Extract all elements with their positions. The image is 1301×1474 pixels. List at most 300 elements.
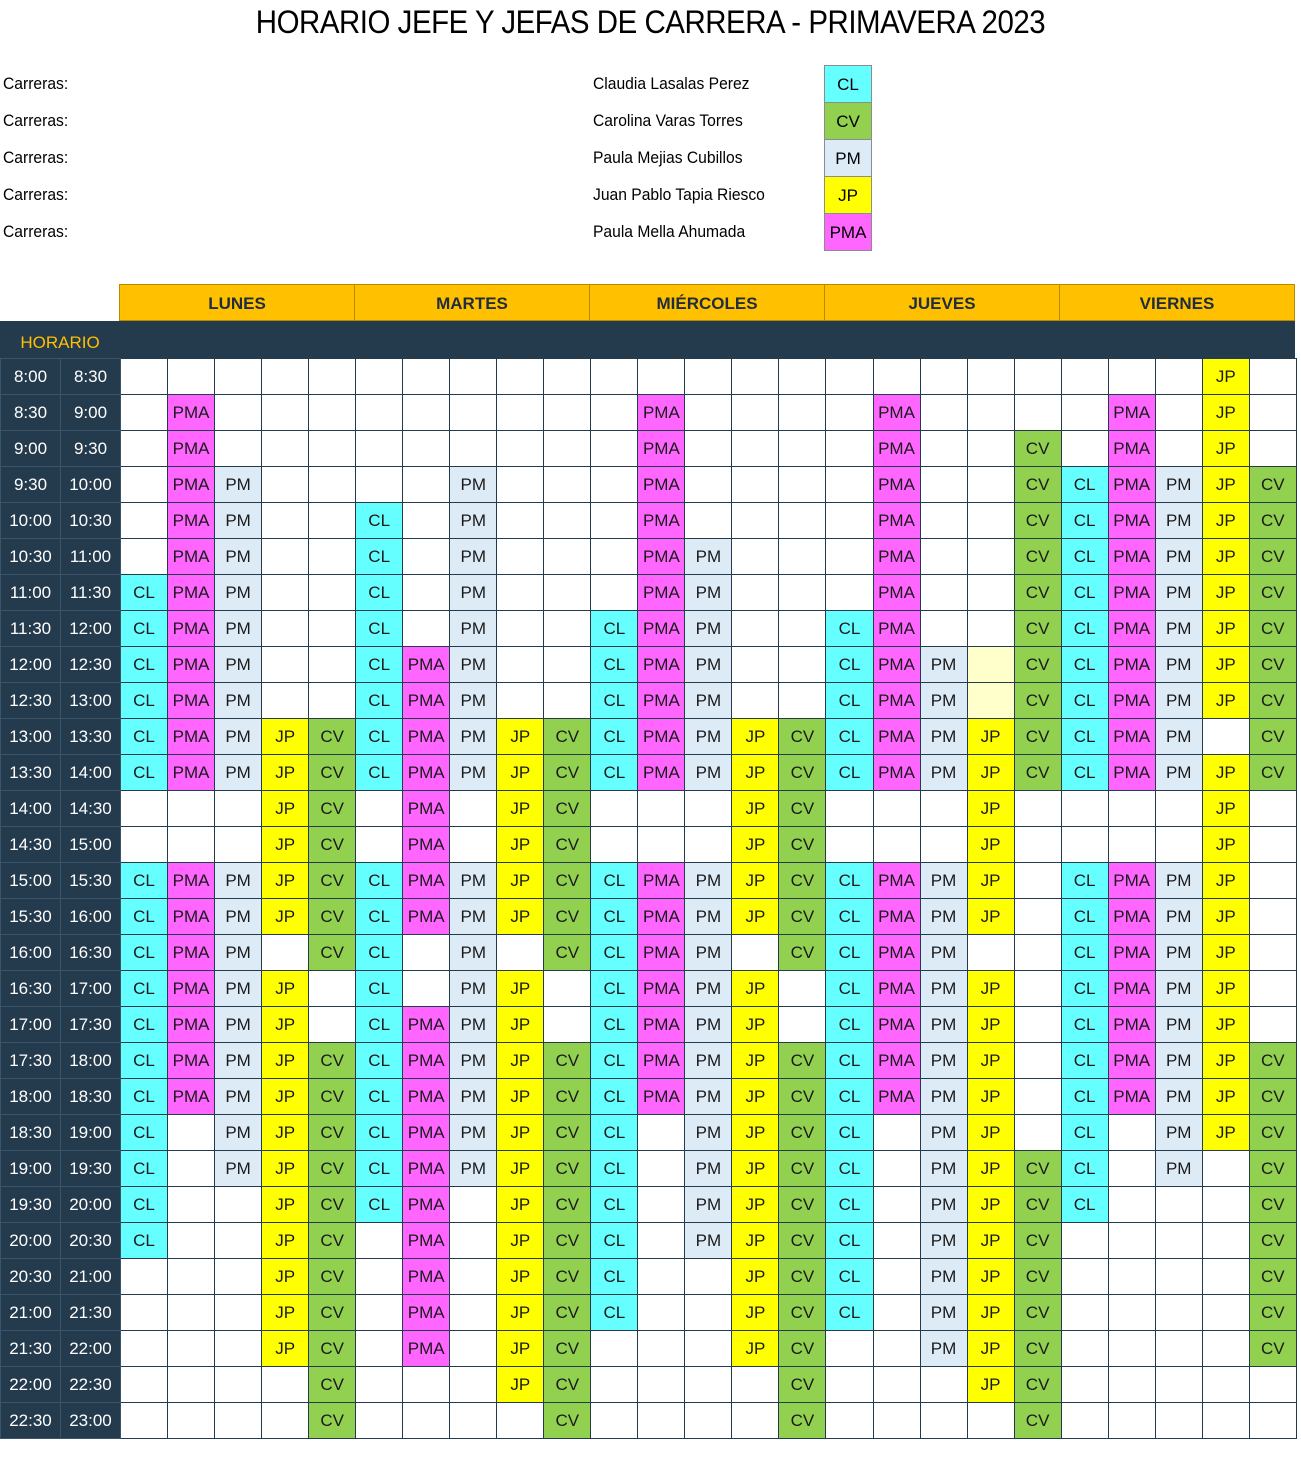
schedule-cell[interactable]: PMA bbox=[873, 755, 920, 791]
schedule-cell[interactable]: CV bbox=[309, 1259, 356, 1295]
schedule-cell[interactable] bbox=[356, 431, 403, 467]
schedule-cell[interactable]: CV bbox=[544, 1079, 591, 1115]
schedule-cell[interactable]: PM bbox=[1155, 755, 1202, 791]
schedule-cell[interactable]: JP bbox=[262, 1115, 309, 1151]
schedule-cell[interactable] bbox=[732, 575, 779, 611]
schedule-cell[interactable] bbox=[920, 395, 967, 431]
schedule-cell[interactable] bbox=[685, 467, 732, 503]
schedule-cell[interactable] bbox=[873, 1331, 920, 1367]
schedule-cell[interactable]: PM bbox=[1155, 1151, 1202, 1187]
schedule-cell[interactable]: CV bbox=[309, 1115, 356, 1151]
schedule-cell[interactable]: CV bbox=[309, 1367, 356, 1403]
schedule-cell[interactable] bbox=[1202, 1331, 1249, 1367]
schedule-cell[interactable]: CL bbox=[1061, 719, 1108, 755]
schedule-cell[interactable]: JP bbox=[1202, 1079, 1249, 1115]
schedule-cell[interactable] bbox=[262, 1367, 309, 1403]
schedule-cell[interactable]: CV bbox=[1014, 539, 1061, 575]
schedule-cell[interactable] bbox=[121, 395, 168, 431]
schedule-cell[interactable]: PM bbox=[450, 971, 497, 1007]
schedule-cell[interactable]: PMA bbox=[638, 1043, 685, 1079]
schedule-cell[interactable]: CV bbox=[1014, 611, 1061, 647]
schedule-cell[interactable] bbox=[826, 395, 873, 431]
schedule-cell[interactable]: CL bbox=[121, 1115, 168, 1151]
schedule-cell[interactable] bbox=[873, 1115, 920, 1151]
schedule-cell[interactable]: CV bbox=[779, 1115, 826, 1151]
schedule-cell[interactable]: JP bbox=[967, 899, 1014, 935]
schedule-cell[interactable] bbox=[544, 431, 591, 467]
schedule-cell[interactable]: JP bbox=[1202, 863, 1249, 899]
schedule-cell[interactable] bbox=[121, 503, 168, 539]
schedule-cell[interactable] bbox=[262, 611, 309, 647]
schedule-cell[interactable]: CV bbox=[1249, 575, 1296, 611]
schedule-cell[interactable] bbox=[1108, 827, 1155, 863]
schedule-cell[interactable] bbox=[356, 359, 403, 395]
schedule-cell[interactable] bbox=[1061, 395, 1108, 431]
schedule-cell[interactable]: CV bbox=[1014, 1403, 1061, 1439]
schedule-cell[interactable] bbox=[1108, 1331, 1155, 1367]
schedule-cell[interactable] bbox=[1014, 863, 1061, 899]
schedule-cell[interactable]: CV bbox=[1014, 1331, 1061, 1367]
schedule-cell[interactable]: CL bbox=[121, 575, 168, 611]
schedule-cell[interactable] bbox=[309, 647, 356, 683]
schedule-cell[interactable]: PMA bbox=[873, 971, 920, 1007]
schedule-cell[interactable] bbox=[450, 1331, 497, 1367]
schedule-cell[interactable] bbox=[403, 431, 450, 467]
schedule-cell[interactable] bbox=[1249, 1403, 1296, 1439]
schedule-cell[interactable] bbox=[450, 1223, 497, 1259]
schedule-cell[interactable]: CL bbox=[121, 755, 168, 791]
schedule-cell[interactable]: PM bbox=[920, 899, 967, 935]
schedule-cell[interactable] bbox=[450, 1259, 497, 1295]
schedule-cell[interactable] bbox=[1061, 1403, 1108, 1439]
schedule-cell[interactable] bbox=[168, 1295, 215, 1331]
schedule-cell[interactable] bbox=[779, 503, 826, 539]
schedule-cell[interactable] bbox=[1249, 395, 1296, 431]
schedule-cell[interactable] bbox=[497, 359, 544, 395]
schedule-cell[interactable]: CL bbox=[591, 1007, 638, 1043]
schedule-cell[interactable] bbox=[1202, 1151, 1249, 1187]
schedule-cell[interactable]: JP bbox=[967, 755, 1014, 791]
schedule-cell[interactable]: CV bbox=[1249, 1259, 1296, 1295]
schedule-cell[interactable] bbox=[1061, 827, 1108, 863]
schedule-cell[interactable]: PMA bbox=[168, 467, 215, 503]
schedule-cell[interactable]: CL bbox=[826, 1223, 873, 1259]
schedule-cell[interactable] bbox=[1108, 1115, 1155, 1151]
schedule-cell[interactable] bbox=[309, 359, 356, 395]
schedule-cell[interactable]: PMA bbox=[1108, 1007, 1155, 1043]
schedule-cell[interactable] bbox=[638, 1259, 685, 1295]
schedule-cell[interactable] bbox=[450, 431, 497, 467]
schedule-cell[interactable]: JP bbox=[732, 1295, 779, 1331]
schedule-cell[interactable] bbox=[544, 611, 591, 647]
schedule-cell[interactable]: JP bbox=[967, 1223, 1014, 1259]
schedule-cell[interactable]: CV bbox=[1014, 1259, 1061, 1295]
schedule-cell[interactable]: JP bbox=[497, 899, 544, 935]
schedule-cell[interactable]: PM bbox=[215, 647, 262, 683]
schedule-cell[interactable]: CL bbox=[591, 1295, 638, 1331]
schedule-cell[interactable]: PM bbox=[685, 1115, 732, 1151]
schedule-cell[interactable]: PMA bbox=[403, 1331, 450, 1367]
schedule-cell[interactable] bbox=[967, 395, 1014, 431]
schedule-cell[interactable]: PM bbox=[920, 683, 967, 719]
schedule-cell[interactable] bbox=[121, 359, 168, 395]
schedule-cell[interactable] bbox=[309, 503, 356, 539]
schedule-cell[interactable] bbox=[1108, 1187, 1155, 1223]
schedule-cell[interactable]: PM bbox=[215, 575, 262, 611]
schedule-cell[interactable]: CL bbox=[1061, 1151, 1108, 1187]
schedule-cell[interactable] bbox=[685, 827, 732, 863]
schedule-cell[interactable] bbox=[121, 1403, 168, 1439]
schedule-cell[interactable]: PMA bbox=[1108, 539, 1155, 575]
schedule-cell[interactable]: JP bbox=[1202, 1043, 1249, 1079]
schedule-cell[interactable]: CL bbox=[591, 971, 638, 1007]
schedule-cell[interactable]: JP bbox=[1202, 359, 1249, 395]
schedule-cell[interactable] bbox=[262, 431, 309, 467]
schedule-cell[interactable]: CV bbox=[309, 935, 356, 971]
schedule-cell[interactable]: JP bbox=[967, 1043, 1014, 1079]
schedule-cell[interactable]: CV bbox=[309, 791, 356, 827]
schedule-cell[interactable]: CV bbox=[544, 1259, 591, 1295]
schedule-cell[interactable] bbox=[450, 359, 497, 395]
schedule-cell[interactable]: PM bbox=[685, 1007, 732, 1043]
schedule-cell[interactable] bbox=[497, 503, 544, 539]
schedule-cell[interactable]: PM bbox=[450, 1151, 497, 1187]
schedule-cell[interactable]: PMA bbox=[1108, 611, 1155, 647]
schedule-cell[interactable] bbox=[826, 827, 873, 863]
schedule-cell[interactable] bbox=[967, 539, 1014, 575]
schedule-cell[interactable]: PM bbox=[685, 863, 732, 899]
schedule-cell[interactable]: JP bbox=[262, 1295, 309, 1331]
schedule-cell[interactable] bbox=[168, 359, 215, 395]
schedule-cell[interactable]: CV bbox=[1249, 539, 1296, 575]
schedule-cell[interactable] bbox=[544, 683, 591, 719]
schedule-cell[interactable] bbox=[591, 791, 638, 827]
schedule-cell[interactable]: JP bbox=[262, 1007, 309, 1043]
schedule-cell[interactable]: JP bbox=[497, 1187, 544, 1223]
schedule-cell[interactable] bbox=[685, 791, 732, 827]
schedule-cell[interactable]: JP bbox=[1202, 791, 1249, 827]
schedule-cell[interactable] bbox=[1249, 863, 1296, 899]
schedule-cell[interactable]: PMA bbox=[1108, 1079, 1155, 1115]
schedule-cell[interactable]: CV bbox=[309, 863, 356, 899]
schedule-cell[interactable] bbox=[262, 647, 309, 683]
schedule-cell[interactable]: CL bbox=[356, 1007, 403, 1043]
schedule-cell[interactable]: CV bbox=[779, 719, 826, 755]
schedule-cell[interactable]: JP bbox=[732, 791, 779, 827]
schedule-cell[interactable] bbox=[732, 359, 779, 395]
schedule-cell[interactable]: CV bbox=[1014, 1187, 1061, 1223]
schedule-cell[interactable]: PM bbox=[920, 935, 967, 971]
schedule-cell[interactable]: JP bbox=[1202, 431, 1249, 467]
schedule-cell[interactable]: PMA bbox=[168, 863, 215, 899]
schedule-cell[interactable]: JP bbox=[497, 1007, 544, 1043]
schedule-cell[interactable]: PMA bbox=[1108, 395, 1155, 431]
schedule-cell[interactable]: PM bbox=[215, 1115, 262, 1151]
schedule-cell[interactable]: CL bbox=[1061, 971, 1108, 1007]
schedule-cell[interactable]: PM bbox=[1155, 1007, 1202, 1043]
schedule-cell[interactable]: CV bbox=[309, 899, 356, 935]
schedule-cell[interactable]: CL bbox=[826, 1007, 873, 1043]
schedule-cell[interactable]: PMA bbox=[638, 575, 685, 611]
schedule-cell[interactable]: PMA bbox=[873, 395, 920, 431]
schedule-cell[interactable]: PMA bbox=[873, 1007, 920, 1043]
schedule-cell[interactable] bbox=[1108, 791, 1155, 827]
schedule-cell[interactable]: CV bbox=[1249, 683, 1296, 719]
schedule-cell[interactable]: PMA bbox=[168, 1043, 215, 1079]
schedule-cell[interactable]: CL bbox=[356, 683, 403, 719]
schedule-cell[interactable] bbox=[1061, 1331, 1108, 1367]
schedule-cell[interactable]: PM bbox=[685, 935, 732, 971]
schedule-cell[interactable] bbox=[309, 431, 356, 467]
schedule-cell[interactable]: JP bbox=[967, 1367, 1014, 1403]
schedule-cell[interactable]: PMA bbox=[1108, 719, 1155, 755]
schedule-cell[interactable]: PMA bbox=[638, 899, 685, 935]
schedule-cell[interactable] bbox=[309, 683, 356, 719]
schedule-cell[interactable] bbox=[826, 791, 873, 827]
schedule-cell[interactable]: PM bbox=[920, 1115, 967, 1151]
schedule-cell[interactable]: PMA bbox=[168, 1007, 215, 1043]
schedule-cell[interactable] bbox=[497, 683, 544, 719]
schedule-cell[interactable]: JP bbox=[967, 827, 1014, 863]
schedule-cell[interactable]: JP bbox=[1202, 935, 1249, 971]
schedule-cell[interactable]: JP bbox=[732, 863, 779, 899]
schedule-cell[interactable]: CL bbox=[826, 1043, 873, 1079]
schedule-cell[interactable]: CV bbox=[309, 1151, 356, 1187]
schedule-cell[interactable]: CV bbox=[1014, 1223, 1061, 1259]
schedule-cell[interactable]: CL bbox=[121, 899, 168, 935]
schedule-cell[interactable]: JP bbox=[967, 1151, 1014, 1187]
schedule-cell[interactable]: PM bbox=[920, 1259, 967, 1295]
schedule-cell[interactable] bbox=[591, 359, 638, 395]
schedule-cell[interactable]: CL bbox=[591, 683, 638, 719]
schedule-cell[interactable] bbox=[309, 611, 356, 647]
schedule-cell[interactable] bbox=[732, 647, 779, 683]
schedule-cell[interactable]: JP bbox=[732, 1043, 779, 1079]
schedule-cell[interactable]: CL bbox=[1061, 575, 1108, 611]
schedule-cell[interactable]: CL bbox=[591, 1259, 638, 1295]
schedule-cell[interactable] bbox=[779, 971, 826, 1007]
schedule-cell[interactable]: CL bbox=[1061, 539, 1108, 575]
schedule-cell[interactable]: PMA bbox=[638, 755, 685, 791]
schedule-cell[interactable]: CV bbox=[544, 1223, 591, 1259]
schedule-cell[interactable]: CL bbox=[826, 935, 873, 971]
schedule-cell[interactable] bbox=[591, 1403, 638, 1439]
schedule-cell[interactable]: PM bbox=[215, 539, 262, 575]
schedule-cell[interactable] bbox=[826, 503, 873, 539]
schedule-cell[interactable]: PM bbox=[215, 863, 262, 899]
schedule-cell[interactable]: CL bbox=[826, 1259, 873, 1295]
schedule-cell[interactable] bbox=[215, 1187, 262, 1223]
schedule-cell[interactable]: CL bbox=[121, 1223, 168, 1259]
schedule-cell[interactable]: PM bbox=[215, 503, 262, 539]
schedule-cell[interactable]: CL bbox=[121, 683, 168, 719]
schedule-cell[interactable] bbox=[403, 971, 450, 1007]
schedule-cell[interactable]: PMA bbox=[1108, 899, 1155, 935]
schedule-cell[interactable]: CV bbox=[544, 863, 591, 899]
schedule-cell[interactable] bbox=[403, 359, 450, 395]
schedule-cell[interactable]: PM bbox=[215, 467, 262, 503]
schedule-cell[interactable] bbox=[732, 935, 779, 971]
schedule-cell[interactable]: CV bbox=[1249, 467, 1296, 503]
schedule-cell[interactable]: CV bbox=[309, 1223, 356, 1259]
schedule-cell[interactable]: CV bbox=[544, 935, 591, 971]
schedule-cell[interactable]: CL bbox=[1061, 1115, 1108, 1151]
schedule-cell[interactable] bbox=[638, 1223, 685, 1259]
schedule-cell[interactable] bbox=[497, 395, 544, 431]
schedule-cell[interactable]: JP bbox=[262, 791, 309, 827]
schedule-cell[interactable] bbox=[732, 431, 779, 467]
schedule-cell[interactable]: PM bbox=[685, 1223, 732, 1259]
schedule-cell[interactable]: CL bbox=[1061, 611, 1108, 647]
schedule-cell[interactable] bbox=[215, 1295, 262, 1331]
schedule-cell[interactable]: CV bbox=[1249, 1115, 1296, 1151]
schedule-cell[interactable] bbox=[1202, 1403, 1249, 1439]
schedule-cell[interactable]: CL bbox=[121, 647, 168, 683]
schedule-cell[interactable]: CV bbox=[1249, 1151, 1296, 1187]
schedule-cell[interactable] bbox=[826, 1403, 873, 1439]
schedule-cell[interactable]: PM bbox=[1155, 575, 1202, 611]
schedule-cell[interactable] bbox=[168, 1259, 215, 1295]
schedule-cell[interactable] bbox=[403, 1403, 450, 1439]
schedule-cell[interactable] bbox=[920, 503, 967, 539]
schedule-cell[interactable]: JP bbox=[1202, 395, 1249, 431]
schedule-cell[interactable]: CL bbox=[121, 1007, 168, 1043]
schedule-cell[interactable] bbox=[1014, 1007, 1061, 1043]
schedule-cell[interactable]: PM bbox=[920, 1151, 967, 1187]
schedule-cell[interactable]: PMA bbox=[168, 935, 215, 971]
schedule-cell[interactable] bbox=[591, 1331, 638, 1367]
schedule-cell[interactable]: PM bbox=[450, 611, 497, 647]
schedule-cell[interactable] bbox=[826, 431, 873, 467]
schedule-cell[interactable] bbox=[779, 575, 826, 611]
schedule-cell[interactable]: PMA bbox=[403, 719, 450, 755]
schedule-cell[interactable]: CL bbox=[1061, 1187, 1108, 1223]
schedule-cell[interactable]: JP bbox=[262, 827, 309, 863]
schedule-cell[interactable] bbox=[215, 395, 262, 431]
schedule-cell[interactable]: CV bbox=[544, 1331, 591, 1367]
schedule-cell[interactable] bbox=[262, 503, 309, 539]
schedule-cell[interactable] bbox=[638, 1187, 685, 1223]
schedule-cell[interactable]: CL bbox=[826, 1187, 873, 1223]
schedule-cell[interactable]: CL bbox=[1061, 863, 1108, 899]
schedule-cell[interactable]: JP bbox=[1202, 755, 1249, 791]
schedule-cell[interactable]: PMA bbox=[638, 611, 685, 647]
schedule-cell[interactable]: PMA bbox=[1108, 863, 1155, 899]
schedule-cell[interactable]: CV bbox=[544, 1151, 591, 1187]
schedule-cell[interactable]: PMA bbox=[638, 683, 685, 719]
schedule-cell[interactable] bbox=[826, 1331, 873, 1367]
schedule-cell[interactable]: PMA bbox=[403, 899, 450, 935]
schedule-cell[interactable] bbox=[873, 827, 920, 863]
schedule-cell[interactable]: JP bbox=[967, 719, 1014, 755]
schedule-cell[interactable] bbox=[309, 575, 356, 611]
schedule-cell[interactable]: PM bbox=[215, 683, 262, 719]
schedule-cell[interactable]: JP bbox=[732, 755, 779, 791]
schedule-cell[interactable] bbox=[967, 503, 1014, 539]
schedule-cell[interactable] bbox=[826, 467, 873, 503]
schedule-cell[interactable] bbox=[168, 1151, 215, 1187]
schedule-cell[interactable]: CL bbox=[121, 1151, 168, 1187]
schedule-cell[interactable]: CL bbox=[356, 863, 403, 899]
schedule-cell[interactable] bbox=[638, 791, 685, 827]
schedule-cell[interactable]: PM bbox=[920, 863, 967, 899]
schedule-cell[interactable]: PM bbox=[685, 1079, 732, 1115]
schedule-cell[interactable]: JP bbox=[732, 1079, 779, 1115]
schedule-cell[interactable]: PMA bbox=[1108, 683, 1155, 719]
schedule-cell[interactable]: JP bbox=[497, 827, 544, 863]
schedule-cell[interactable]: CL bbox=[1061, 1007, 1108, 1043]
schedule-cell[interactable] bbox=[356, 1295, 403, 1331]
schedule-cell[interactable] bbox=[920, 611, 967, 647]
schedule-cell[interactable]: JP bbox=[497, 1295, 544, 1331]
schedule-cell[interactable] bbox=[1108, 1223, 1155, 1259]
schedule-cell[interactable]: CL bbox=[121, 611, 168, 647]
schedule-cell[interactable]: CL bbox=[356, 575, 403, 611]
schedule-cell[interactable]: JP bbox=[497, 863, 544, 899]
schedule-cell[interactable] bbox=[638, 1295, 685, 1331]
schedule-cell[interactable]: PMA bbox=[873, 899, 920, 935]
schedule-cell[interactable]: PM bbox=[685, 539, 732, 575]
schedule-cell[interactable]: CV bbox=[544, 755, 591, 791]
schedule-cell[interactable] bbox=[826, 539, 873, 575]
schedule-cell[interactable]: PMA bbox=[638, 467, 685, 503]
schedule-cell[interactable]: CV bbox=[1249, 1187, 1296, 1223]
schedule-cell[interactable] bbox=[403, 611, 450, 647]
schedule-cell[interactable]: PMA bbox=[1108, 1043, 1155, 1079]
schedule-cell[interactable]: PM bbox=[920, 647, 967, 683]
schedule-cell[interactable] bbox=[356, 1367, 403, 1403]
schedule-cell[interactable]: PMA bbox=[403, 827, 450, 863]
schedule-cell[interactable] bbox=[1061, 359, 1108, 395]
schedule-cell[interactable] bbox=[591, 539, 638, 575]
schedule-cell[interactable] bbox=[779, 1007, 826, 1043]
schedule-cell[interactable]: CV bbox=[544, 899, 591, 935]
schedule-cell[interactable]: CL bbox=[591, 1187, 638, 1223]
schedule-cell[interactable]: JP bbox=[497, 1259, 544, 1295]
schedule-cell[interactable]: JP bbox=[1202, 1115, 1249, 1151]
schedule-cell[interactable]: CL bbox=[591, 935, 638, 971]
schedule-cell[interactable] bbox=[638, 1403, 685, 1439]
schedule-cell[interactable]: CL bbox=[826, 1151, 873, 1187]
schedule-cell[interactable] bbox=[638, 1115, 685, 1151]
schedule-cell[interactable] bbox=[1108, 1403, 1155, 1439]
schedule-cell[interactable] bbox=[262, 539, 309, 575]
schedule-cell[interactable] bbox=[403, 395, 450, 431]
schedule-cell[interactable] bbox=[121, 1295, 168, 1331]
schedule-cell[interactable] bbox=[920, 1403, 967, 1439]
schedule-cell[interactable]: PMA bbox=[1108, 971, 1155, 1007]
schedule-cell[interactable]: CL bbox=[356, 1187, 403, 1223]
schedule-cell[interactable] bbox=[403, 575, 450, 611]
schedule-cell[interactable] bbox=[215, 1367, 262, 1403]
schedule-cell[interactable]: PMA bbox=[638, 1079, 685, 1115]
schedule-cell[interactable]: JP bbox=[497, 1331, 544, 1367]
schedule-cell[interactable]: PM bbox=[1155, 467, 1202, 503]
schedule-cell[interactable] bbox=[920, 467, 967, 503]
schedule-cell[interactable]: CL bbox=[121, 971, 168, 1007]
schedule-cell[interactable]: CL bbox=[356, 935, 403, 971]
schedule-cell[interactable]: CV bbox=[779, 863, 826, 899]
schedule-cell[interactable]: CL bbox=[121, 1043, 168, 1079]
schedule-cell[interactable]: JP bbox=[732, 971, 779, 1007]
schedule-cell[interactable]: CL bbox=[826, 899, 873, 935]
schedule-cell[interactable]: CL bbox=[591, 719, 638, 755]
schedule-cell[interactable] bbox=[1155, 791, 1202, 827]
schedule-cell[interactable] bbox=[356, 1403, 403, 1439]
schedule-cell[interactable]: JP bbox=[497, 1079, 544, 1115]
schedule-cell[interactable]: CV bbox=[309, 1403, 356, 1439]
schedule-cell[interactable]: CV bbox=[779, 899, 826, 935]
